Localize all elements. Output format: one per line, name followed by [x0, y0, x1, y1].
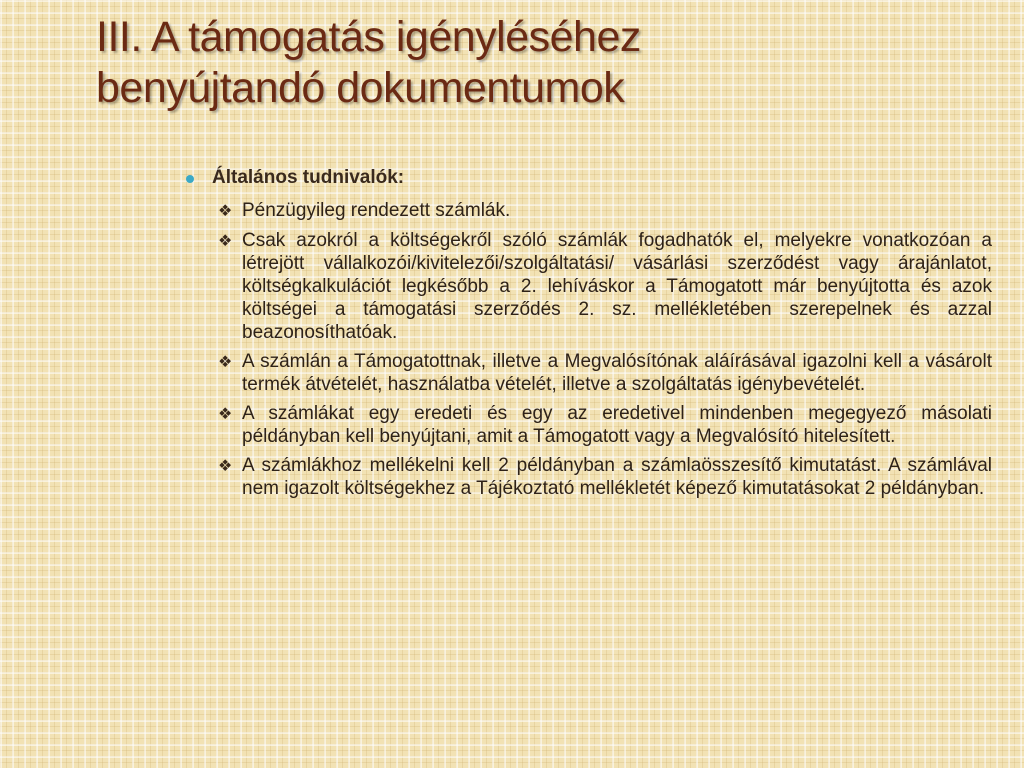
- list-item-text: Csak azokról a költségekről szóló számlák fogadhatók el, melyekre vonatkozóan a létrejött vállalkozói/kivitelezői/szolgáltatási/ vásárlási szerződést vagy árajánlatot, költségkalkulációt legkésőbb a 2. lehíváskor a Támogatott már benyújtotta és azok költségei a támogatási szerződés 2. sz. mellékletében szerepelnek és azzal beazonosíthatóak.: [242, 230, 992, 343]
- slide-content: [186, 166, 992, 506]
- list-item: [218, 402, 992, 448]
- diamond-bullet-icon: ❖: [218, 352, 233, 371]
- requirements-list: [186, 199, 992, 500]
- list-item: [218, 350, 992, 396]
- diamond-bullet-icon: ❖: [218, 456, 233, 475]
- section-heading-row: [186, 166, 992, 190]
- list-item-text: A számlán a Támogatottnak, illetve a Megvalósítónak aláírásával igazolni kell a vásárolt termék átvételét, használatba vételét, illetve a szolgáltatás igénybevételét.: [242, 351, 992, 395]
- list-item-text: Pénzügyileg rendezett számlák.: [242, 200, 511, 221]
- diamond-bullet-icon: ❖: [218, 404, 233, 423]
- circle-bullet-icon: [186, 175, 194, 183]
- slide-title-line-1: III. A támogatás igényléséhez: [96, 13, 641, 61]
- list-item: [218, 229, 992, 344]
- slide-title-line-2: benyújtandó dokumentumok: [96, 64, 625, 112]
- list-item: [218, 199, 992, 223]
- list-item: [218, 454, 992, 500]
- section-heading: Általános tudnivalók:: [212, 167, 405, 188]
- diamond-bullet-icon: ❖: [218, 201, 233, 220]
- list-item-text: A számlákat egy eredeti és egy az eredetivel mindenben megegyező másolati példányban kell benyújtani, amit a Támogatott vagy a Megvalósító hitelesített.: [242, 403, 992, 447]
- list-item-text: A számlákhoz mellékelni kell 2 példányban a számlaösszesítő kimutatást. A számlával nem igazolt költségekhez a Tájékoztató mellékletét képező kimutatásokat 2 példányban.: [242, 455, 992, 499]
- slide-title: [96, 12, 976, 114]
- diamond-bullet-icon: ❖: [218, 231, 233, 250]
